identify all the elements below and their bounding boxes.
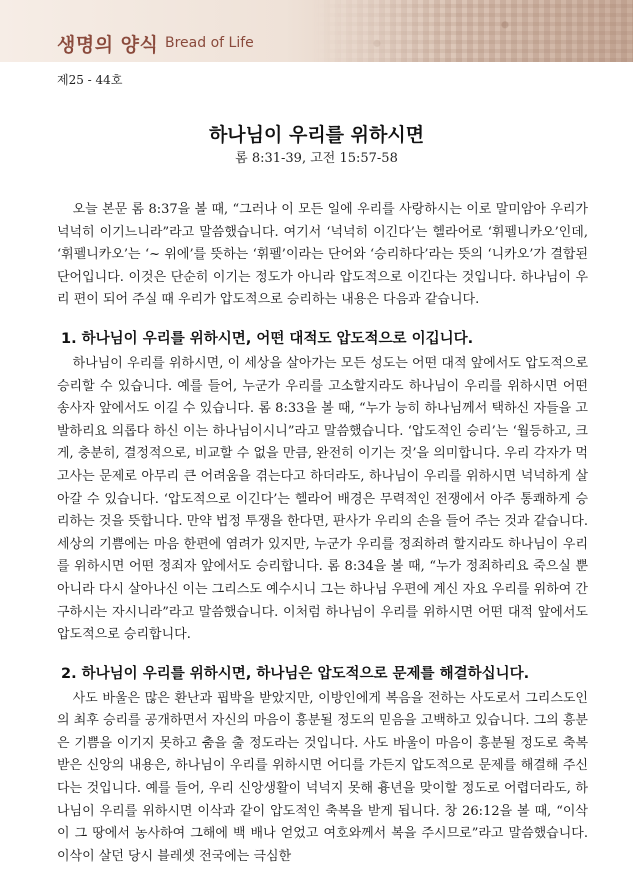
congregation-photo [313, 0, 633, 62]
sermon-title: 하나님이 우리를 위하시면 [208, 124, 425, 146]
section-1-paragraph: 하나님이 우리를 위하시면, 이 세상을 살아가는 모든 성도는 어떤 대적 앞에서도 압도적으로 승리할 수 있습니다. 예를 들어, 누군가 우리를 고소할지라도 하나님이 우리를 위하시면 어떤 송사자 앞에서도 이길 수 있습니다. 롬 8:33을 볼 때, “누가 능히 하나님께서 택하신 자들을 고발하리요 의롭다 하신 이는 하나님이시니”라고 말씀했습니다. ‘압도적인 승리’는 ‘월등하고, 크게, 충분히, 결정적으로, 비교할 수 없을 만큼, 완전히 이기는 것’을 의미합니다. 우리 각자가 먹고사는 문제로 아무리 큰 어려움을 겪는다고 하더라도, 하나님이 우리를 위하시면 넉넉하게 살아갈 수 있습니다. ‘압도적으로 이긴다’는 헬라어 배경은 무력적인 전쟁에서 아주 통쾌하게 승리하는 것을 뜻합니다. 만약 법정 투쟁을 한다면, 판사가 우리의 손을 들어 주는 것과 같습니다. 세상의 기쁨에는 마음 한편에 염려가 있지만, 누군가 우리를 정죄하려 할지라도 하나님이 우리를 위하시면 어떤 정죄자 앞에서도 승리합니다. 롬 8:34을 볼 때, “누가 정죄하리요 죽으실 뿐 아니라 다시 살아나신 이는 그리스도 예수시니 그는 하나님 우편에 계신 자요 우리를 위하여 간구하시는 자시니라”라고 말씀했습니다. 이처럼 하나님이 우리를 위하시면 어떤 대적 앞에서도 압도적으로 승리합니다. [57, 355, 588, 643]
scripture-reference: 롬 8:31-39, 고전 15:57-58 [235, 151, 398, 166]
publication-title: 생명의 양식 [57, 34, 159, 56]
section-1-heading: 1. 하나님이 우리를 위하시면, 어떤 대적도 압도적으로 이깁니다. [61, 330, 474, 347]
sermon-body [57, 199, 588, 868]
intro-paragraph: 오늘 본문 롬 8:37을 볼 때, “그러나 이 모든 일에 우리를 사랑하시는 이로 말미암아 우리가 넉넉히 이기느니라”라고 말씀했습니다. 여기서 ‘넉넉히 이긴다’는 헬라어로 ‘휘펠니카오’인데, ‘휘펠니카오’는 ‘~ 위에’를 뜻하는 ‘휘펠’이라는 단어와 ‘승리하다’라는 뜻의 ‘니카오’가 결합된 단어입니다. 이것은 단순히 이기는 정도가 아니라 압도적으로 이긴다는 것입니다. 하나님이 우리 편이 되어 주실 때 우리가 압도적으로 승리하는 내용은 다음과 같습니다. [57, 202, 588, 308]
header-banner [0, 0, 633, 62]
publication-subtitle: Bread of Life [165, 35, 254, 51]
section-2-paragraph: 사도 바울은 많은 환난과 핍박을 받았지만, 이방인에게 복음을 전하는 사도로서 그리스도인의 최후 승리를 공개하면서 자신의 마음이 흥분될 정도의 믿음을 고백하고 있습니다. 그의 흥분은 기쁨을 이기지 못하고 춤을 출 정도라는 것입니다. 사도 바울이 마음이 흥분될 정도로 축복받은 신앙의 내용은, 하나님이 우리를 위하시면 어디를 가든지 압도적으로 문제를 해결해 주신다는 것입니다. 예를 들어, 우리 신앙생활이 넉넉지 못해 흉년을 맞이할 정도로 어렵더라도, 하나님이 우리를 위하시면 이삭과 같이 압도적인 축복을 받게 됩니다. 창 26:12을 볼 때, “이삭이 그 땅에서 농사하여 그해에 백 배나 얻었고 여호와께서 복을 주시므로”라고 말씀했습니다. 이삭이 살던 당시 블레셋 전국에는 극심한 [57, 690, 588, 864]
issue-number: 제25 - 44호 [57, 73, 123, 87]
section-2-heading: 2. 하나님이 우리를 위하시면, 하나님은 압도적으로 문제를 해결하십니다. [61, 665, 530, 682]
